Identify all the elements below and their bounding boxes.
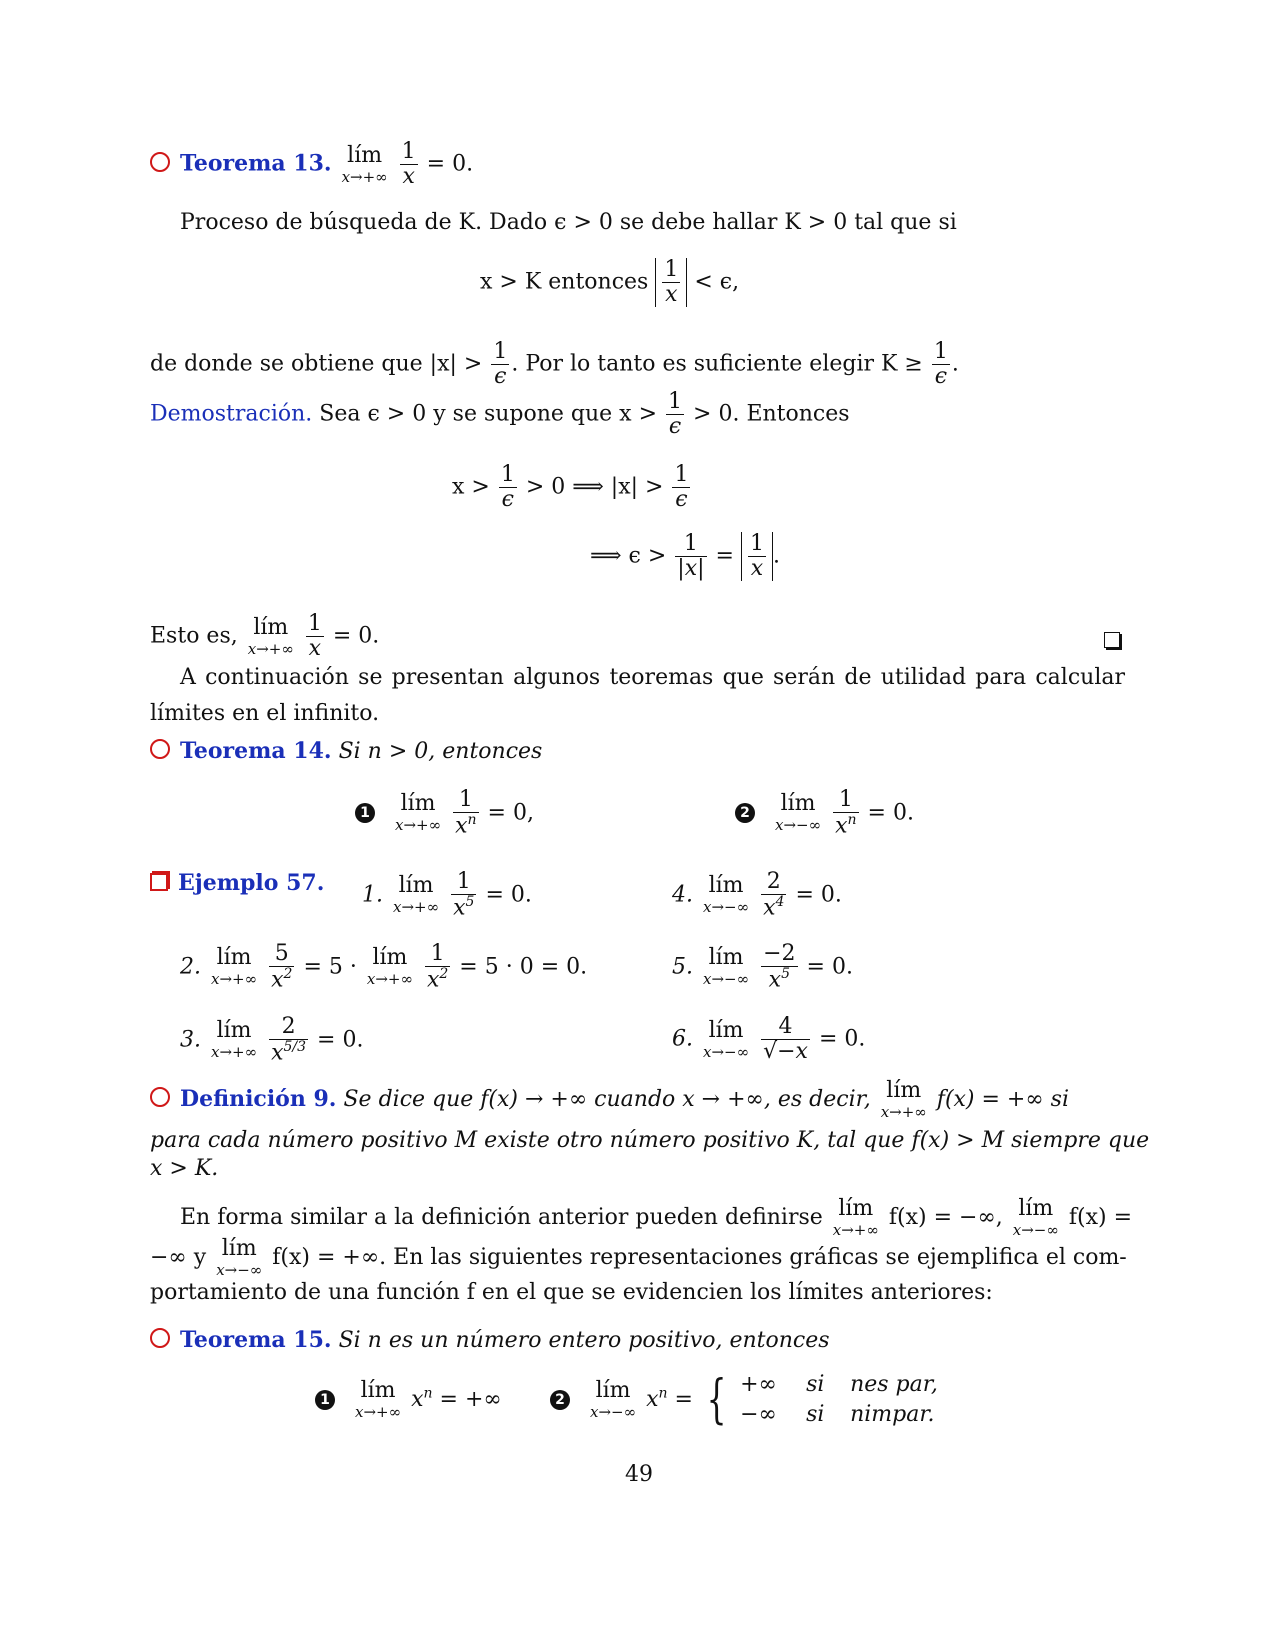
square-bullet-icon — [150, 873, 168, 891]
example-item-1: 1. lím x→+∞ $\frac{1}{x^5}$ = 0. — [362, 869, 532, 921]
proof-conclusion: Esto es, lím x→+∞ $\frac{1}{x}$ = 0. — [150, 611, 380, 662]
definition-9: Definición 9. Se dice que f(x) → +∞ cuando x → +∞, es decir, lím x→+∞ f(x) = +∞ si — [150, 1080, 1069, 1120]
similar-line-2: −∞ y lím x→−∞ f(x) = +∞. En las siguientes representaciones gráficas se ejemplifica el com- — [150, 1236, 1127, 1279]
proof-row-2: ⟹ ϵ > $\frac{1}{|x|}$ = $\frac{1}{x}$ . — [590, 531, 780, 582]
proof-label: Demostración. — [150, 401, 313, 427]
circle-bullet-icon — [150, 152, 170, 172]
theorem-15-item-1: 1 lím x→+∞ $x^n$ = +∞ — [315, 1380, 502, 1420]
circle-bullet-icon — [150, 1328, 170, 1348]
theorem-label: Teorema 14. — [180, 738, 332, 764]
bullet-1-icon: 1 — [315, 1390, 335, 1410]
similar-line-1: En forma similar a la definición anterior pueden definirse lím x→+∞ f(x) = −∞, lím x→−∞ f(x) = — [180, 1196, 1133, 1239]
qed-square-icon — [1104, 632, 1120, 648]
page-number: 49 — [625, 1462, 653, 1487]
fraction: $\frac{1}{x}$ — [401, 139, 416, 190]
definition-label: Definición 9. — [180, 1086, 337, 1112]
left-brace: { — [706, 1370, 727, 1430]
theorem-14: Teorema 14. Si n > 0, entonces — [150, 738, 1125, 764]
example-57 — [150, 870, 324, 896]
search-paragraph: Proceso de búsqueda de K. Dado ϵ > 0 se debe hallar K > 0 tal que si — [180, 210, 957, 235]
example-item-6: 6. lím x→−∞ $\frac{4}{√-x}$ = 0. — [672, 1014, 866, 1065]
theorem-label: Teorema 15. — [180, 1327, 332, 1353]
bullet-2-icon: 2 — [550, 1390, 570, 1410]
proof-row-1: x > $\frac{1}{\epsilon}$ > 0 ⟹ |x| > $\frac{1}{\epsilon}$ — [452, 462, 689, 513]
example-label: Ejemplo 57. — [178, 870, 325, 896]
display-abs-inequality: x > K entonces $\frac{1}{x}$ < ϵ, — [480, 257, 740, 308]
theorem-15: Teorema 15. Si n es un número entero positivo, entonces — [150, 1327, 1125, 1353]
example-item-3: 3. lím x→+∞ $\frac{2}{x^{5/3}}$ = 0. — [180, 1014, 364, 1066]
bullet-1-icon: 1 — [355, 803, 375, 823]
search-conclusion: de donde se obtiene que |x| > $\frac{1}{\epsilon}$ . Por lo tanto es suficiente elegir K ≥ $\frac{1}{\epsilon}$ . — [150, 339, 959, 390]
similar-line-3: portamiento de una función f en el que se evidencien los límites anteriores: — [150, 1280, 993, 1305]
proof-start: Demostración. Sea ϵ > 0 y se supone que x > $\frac{1}{\epsilon}$ > 0. Entonces — [150, 389, 850, 440]
theorem-14-item-1: 1 lím x→+∞ $\frac{1}{x^n}$ = 0, — [355, 788, 534, 839]
example-item-4: 4. lím x→−∞ $\frac{2}{x^4}$ = 0. — [672, 869, 842, 921]
theorem-label: Teorema 13. — [180, 150, 332, 177]
limit-op: lím x→+∞ — [341, 142, 388, 186]
theorem-15-item-2: 2 lím x→−∞ $x^n$ = { +∞ si nes par, −∞ si nimpar. — [550, 1370, 938, 1430]
bullet-2-icon: 2 — [735, 803, 755, 823]
cases: +∞ si nes par, −∞ si nimpar. — [740, 1372, 938, 1427]
example-item-2: 2. lím x→+∞ $\frac{5}{x^2}$ = 5 · lím x→+∞ $\frac{1}{x^2}$ = 5 · 0 = 0. — [180, 941, 588, 993]
theorem-13: Teorema 13. lím x→+∞ $\frac{1}{x}$ = 0. — [150, 140, 1125, 189]
circle-bullet-icon — [150, 739, 170, 759]
circle-bullet-icon — [150, 1087, 170, 1107]
theorem-14-item-2: 2 lím x→−∞ $\frac{1}{x^n}$ = 0. — [735, 788, 914, 839]
definition-9-line-2: para cada número positivo M existe otro número positivo K, tal que f(x) > M siempre que — [150, 1128, 1150, 1153]
intro-paragraph: A continuación se presentan algunos teoremas que serán de utilidad para calcular límites en el infinito. — [150, 665, 1125, 726]
example-item-5: 5. lím x→−∞ $\frac{-2}{x^5}$ = 0. — [672, 941, 853, 993]
definition-9-line-3: x > K. — [150, 1156, 219, 1181]
